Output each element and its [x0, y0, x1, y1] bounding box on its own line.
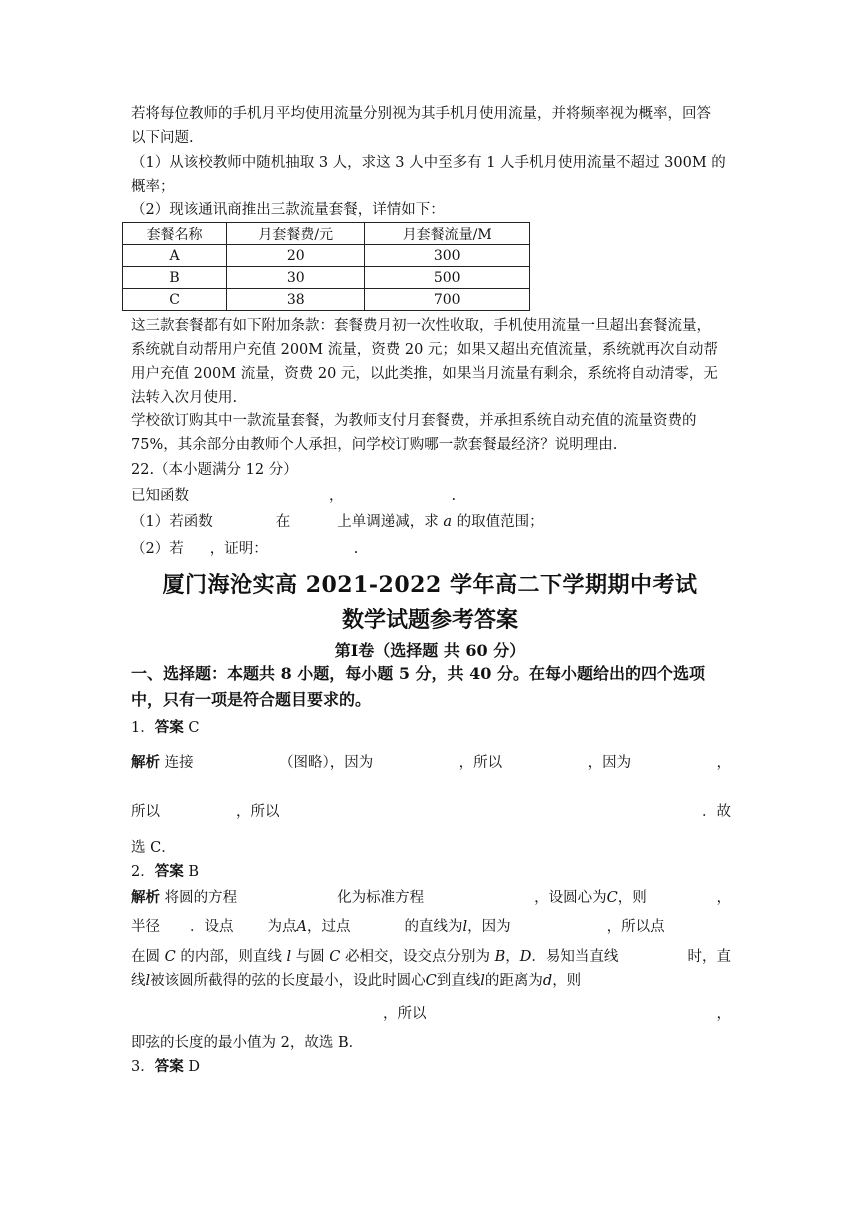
condition-1-line: （1）若函数 在 上单调递减，求 a 的取值范围；: [131, 514, 544, 530]
question-1-line: 概率；: [131, 179, 175, 195]
answer-2-heading: 2．答案 B: [131, 863, 199, 880]
section-heading: 中，只有一项是符合题目要求的。: [131, 690, 372, 709]
package-table: [122, 222, 530, 311]
answer-2-explanation-line: 在圆 C 的内部，则直线 l 与圆 C 必相交，设交点分别为 B，D．易知当直线 时，直: [131, 949, 731, 965]
table-cell: 20: [227, 245, 365, 267]
answer-1-heading: 1．答案 C: [131, 719, 200, 736]
table-header-cell: 月套餐流量/M: [365, 223, 530, 245]
table-header-row: [123, 223, 530, 245]
answer-subtitle: 数学试题参考答案: [341, 607, 518, 633]
paragraph-line: 用户充值 200M 流量，资费 20 元，以此类推，如果当月流量有剩余，系统将自动清零，无: [131, 366, 718, 382]
problem-22-heading: 22.（本小题满分 12 分）: [131, 462, 298, 478]
paragraph-line: 学校欲订购其中一款流量套餐，为教师支付月套餐费，并承担系统自动充值的流量资费的: [131, 413, 697, 429]
answer-2-explanation-line: 半径 ．设点 为点A，过点 的直线为l，因为 ，所以点: [131, 919, 665, 935]
table-header-cell: 月套餐费/元: [227, 223, 365, 245]
paragraph-line: 以下问题.: [131, 130, 194, 146]
paragraph-line: 系统就自动帮用户充值 200M 流量，资费 20 元；如果又超出充值流量，系统就再次自动帮: [131, 342, 718, 358]
section-heading: 一、选择题：本题共 8 小题，每小题 5 分，共 40 分。在每小题给出的四个选项: [131, 664, 705, 683]
table-cell: 700: [365, 289, 530, 311]
answer-1-explanation-line: 选 C．: [131, 840, 176, 856]
table-cell: 38: [227, 289, 365, 311]
paragraph-line: 法转入次月使用.: [131, 390, 238, 406]
answer-2-explanation-line: 解析 将圆的方程 化为标准方程 ，设圆心为C，则 ，: [131, 889, 731, 906]
table-row: [123, 289, 530, 311]
condition-2-line: （2）若 ，证明： .: [131, 541, 359, 557]
part-title: 第Ⅰ卷（选择题 共 60 分）: [334, 641, 526, 660]
table-cell: B: [123, 267, 227, 289]
table-row: [123, 245, 530, 267]
answer-1-explanation-line: 解析 连接 （图略），因为 ，所以 ，因为 ，: [131, 754, 731, 771]
table-cell: A: [123, 245, 227, 267]
question-2-line: （2）现该通讯商推出三款流量套餐，详情如下：: [131, 202, 445, 218]
table-cell: C: [123, 289, 227, 311]
answer-title: 厦门海沧实高 2021-2022 学年高二下学期期中考试: [162, 572, 698, 598]
paragraph-line: 这三款套餐都有如下附加条款：套餐费月初一次性收取，手机使用流量一旦超出套餐流量，: [131, 318, 711, 334]
answer-2-explanation-line: 即弦的长度的最小值为 2，故选 B．: [131, 1035, 364, 1051]
answer-1-explanation-line: 所以 ，所以 ．故: [131, 804, 731, 820]
answer-2-explanation-line: 线l被该圆所截得的弦的长度最小，设此时圆心C到直线l的距离为d，则: [131, 973, 582, 989]
function-line: 已知函数 ， .: [131, 488, 457, 504]
table-cell: 500: [365, 267, 530, 289]
question-1-line: （1）从该校教师中随机抽取 3 人，求这 3 人中至多有 1 人手机月使用流量不超过 300M 的: [131, 155, 726, 171]
paragraph-line: 若将每位教师的手机月平均使用流量分别视为其手机月使用流量，并将频率视为概率，回答: [131, 106, 711, 122]
table-cell: 300: [365, 245, 530, 267]
table-row: [123, 267, 530, 289]
table-cell: 30: [227, 267, 365, 289]
paragraph-line: 75%，其余部分由教师个人承担，问学校订购哪一款套餐最经济？说明理由.: [131, 437, 618, 453]
table-header-cell: 套餐名称: [123, 223, 227, 245]
answer-3-heading: 3．答案 D: [131, 1058, 200, 1075]
